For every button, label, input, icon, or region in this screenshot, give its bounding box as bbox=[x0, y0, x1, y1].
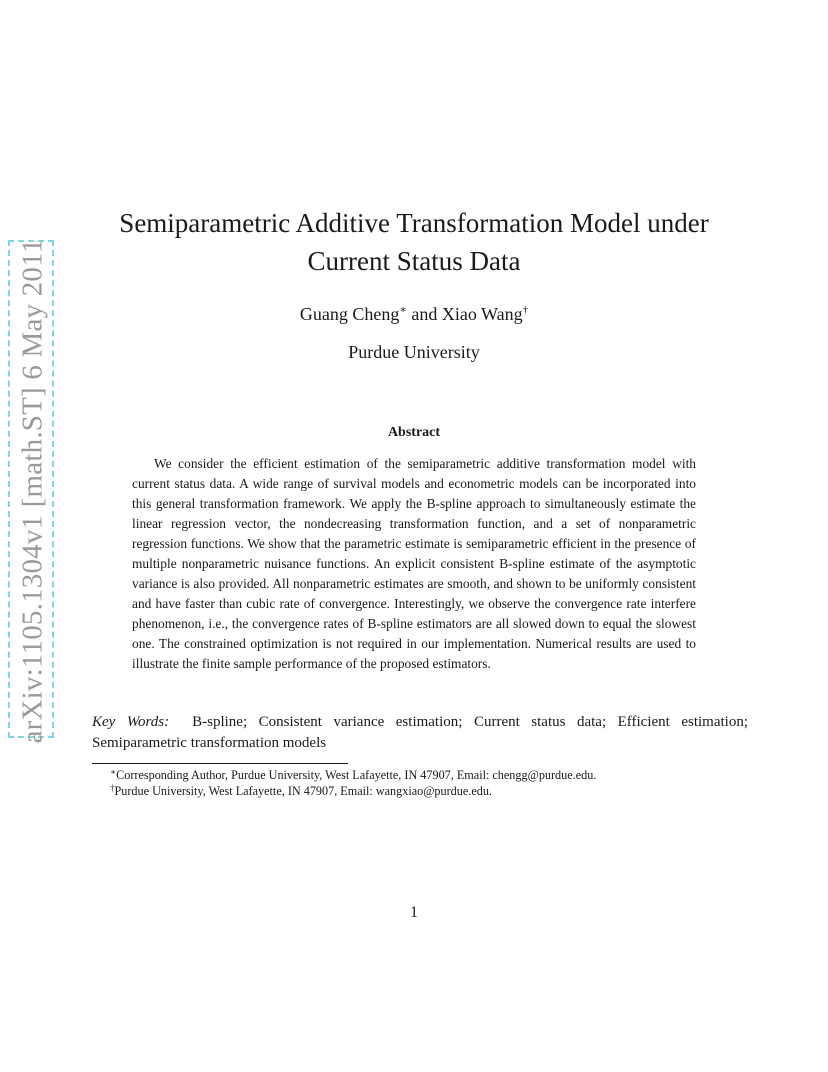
arxiv-identifier: arXiv:1105.1304v1 [math.ST] 6 May 2011 bbox=[16, 238, 49, 744]
abstract-heading: Abstract bbox=[387, 425, 441, 440]
footnote-1-text: Corresponding Author, Purdue University, West Lafayette, IN 47907, Email: chengg@purdue.edu. bbox=[116, 768, 597, 782]
keywords bbox=[92, 712, 748, 754]
paper-title-line-2: Current Status Data bbox=[307, 246, 521, 276]
author-joiner: and bbox=[406, 304, 442, 324]
author-list bbox=[80, 302, 748, 326]
footnote-1-mark: ∗ bbox=[110, 767, 117, 777]
footnote-2 bbox=[110, 783, 750, 799]
page-number: 1 bbox=[410, 904, 418, 921]
author-2-name: Xiao Wang bbox=[441, 304, 523, 324]
paper-title-line-1: Semiparametric Additive Transformation Model under bbox=[119, 208, 709, 238]
footnote-1 bbox=[110, 767, 750, 783]
affiliation: Purdue University bbox=[348, 342, 480, 362]
footnote-2-text: Purdue University, West Lafayette, IN 47907, Email: wangxiao@purdue.edu. bbox=[114, 784, 492, 798]
abstract-body: We consider the efficient estimation of the semiparametric additive transformation model with current status data. A wide range of survival models and econometric models can be incorporated into this general transformation framework. We apply the B-spline approach to simultaneously estimate the linear regression vector, the nondecreasing transformation function, and a set of nonparametric regression functions. We show that the parametric estimate is semiparametric efficient in the presence of multiple nonparametric nuisance functions. An explicit consistent B-spline estimate of the asymptotic variance is also provided. All nonparametric estimates are smooth, and shown to be uniformly consistent and have faster than cubic rate of convergence. Interestingly, we observe the convergence rate interfere phenomenon, i.e., the convergence rates of B-spline estimators are all slowed down to equal the slowest one. The constrained optimization is not required in our implementation. Numerical results are used to illustrate the finite sample performance of the proposed estimators. bbox=[132, 456, 696, 671]
footnote-divider bbox=[92, 763, 348, 764]
footnote-2-mark: † bbox=[110, 783, 115, 793]
author-2-footnote-mark: † bbox=[522, 304, 529, 316]
keywords-text: B-spline; Consistent variance estimation; Current status data; Efficient estimation; Semiparametric transformation models bbox=[92, 714, 748, 751]
author-1-footnote-mark: ∗ bbox=[399, 304, 407, 316]
author-1-name: Guang Cheng bbox=[299, 304, 400, 324]
arxiv-stamp bbox=[8, 238, 54, 744]
paper-title bbox=[80, 204, 748, 280]
keywords-label: Key Words: bbox=[92, 714, 170, 730]
